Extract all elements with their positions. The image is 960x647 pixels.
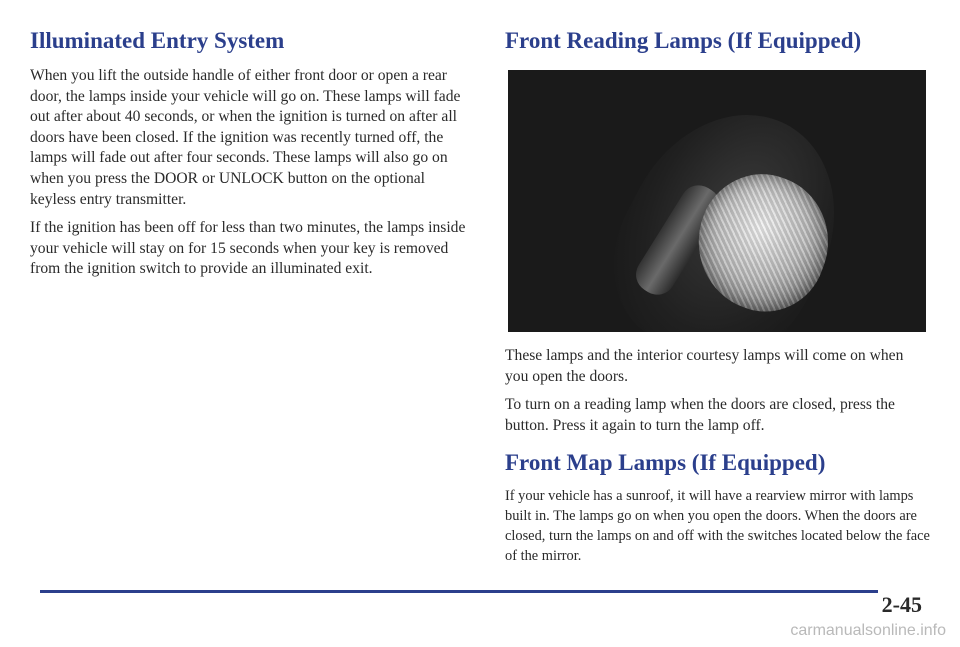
right-column [505, 26, 930, 574]
map-lamps-text [505, 486, 930, 566]
paragraph: If the ignition has been off for less than two minutes, the lamps inside your vehicle will stay on for 15 seconds when your key is removed from the ignition switch to provide an illuminated exit. [30, 219, 466, 278]
paragraph: To turn on a reading lamp when the doors are closed, press the button. Press it again to turn the lamp off. [505, 396, 895, 434]
left-column [30, 26, 470, 288]
section-heading-illuminated-entry: Illuminated Entry System [30, 28, 285, 53]
paragraph: If your vehicle has a sunroof, it will have a rearview mirror with lamps built in. The lamps go on when you open the doors. When the doors are closed, turn the lamps on and off with the switches located below the face of the mirror. [505, 488, 930, 565]
reading-lamp-photo [508, 70, 926, 332]
watermark: carmanualsonline.info [790, 622, 946, 639]
section-heading-front-map-lamps: Front Map Lamps (If Equipped) [505, 450, 826, 476]
footer-rule [40, 590, 878, 593]
page-number: 2-45 [881, 592, 922, 617]
paragraph: These lamps and the interior courtesy lamps will come on when you open the doors. [505, 347, 904, 385]
section-heading-front-reading-lamps: Front Reading Lamps (If Equipped) [505, 28, 862, 53]
paragraph: When you lift the outside handle of either front door or open a rear door, the lamps inside your vehicle will go on. These lamps will fade out after about 40 seconds, or when the ignition is turned on after all doors have been closed. If the ignition was recently turned off, the lamps will fade out after four seconds. These lamps will also go on when you press the DOOR or UNLOCK button on the optional keyless entry transmitter. [30, 67, 461, 208]
